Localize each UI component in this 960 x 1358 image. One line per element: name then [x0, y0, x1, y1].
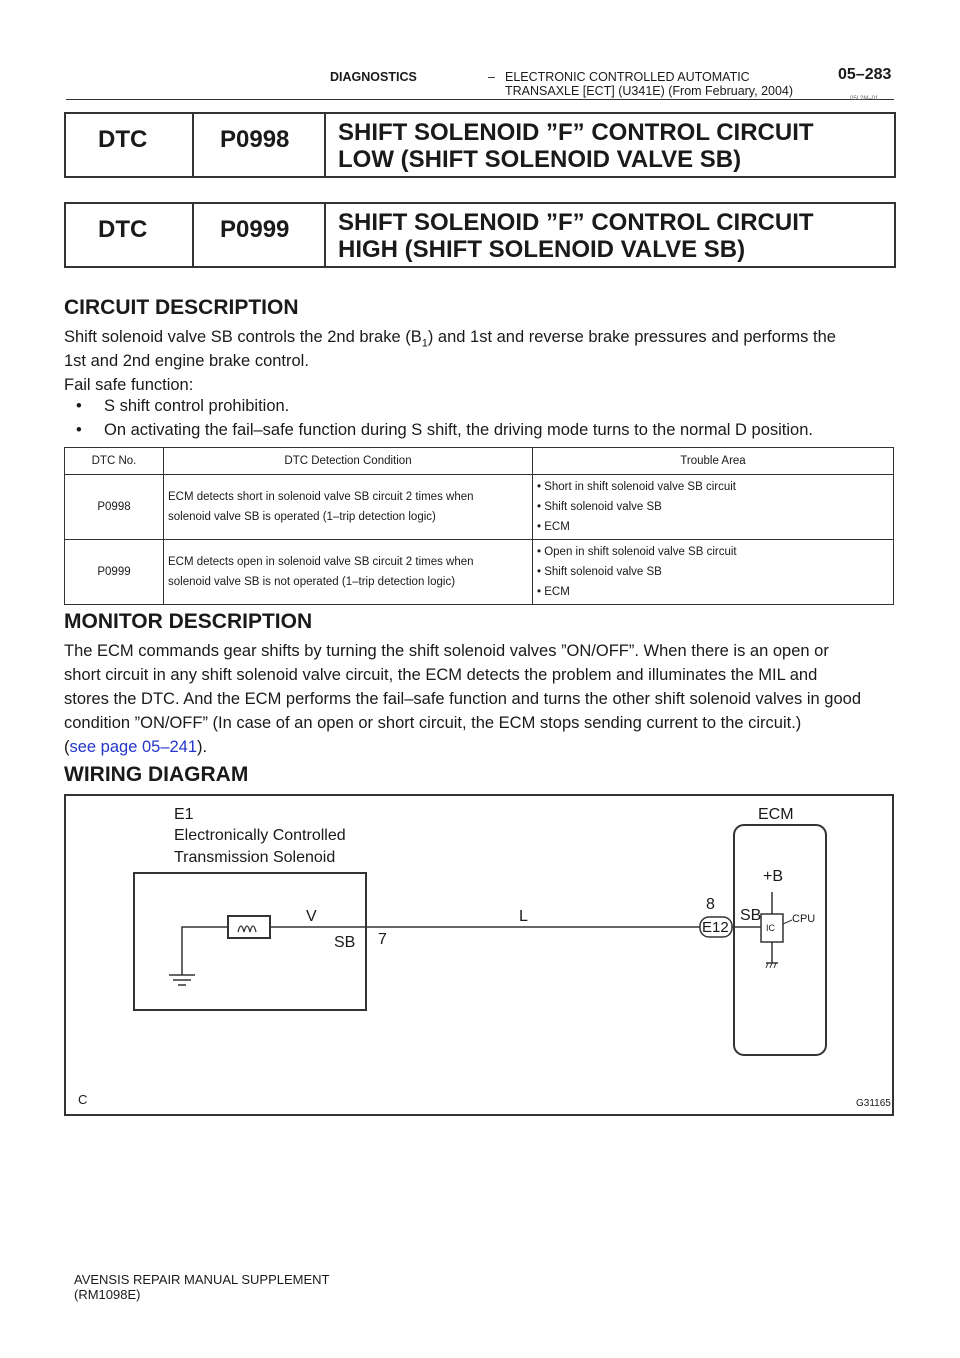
dtc-title-line1: SHIFT SOLENOID ”F” CONTROL CIRCUIT [338, 209, 814, 236]
footer-line2: (RM1098E) [74, 1287, 141, 1302]
ic-label: IC [766, 923, 775, 933]
bullet-item [76, 421, 813, 440]
pin-8: 8 [706, 896, 715, 913]
table-row [65, 475, 894, 540]
dtc-code: P0998 [194, 114, 326, 176]
wire-color-l: L [519, 908, 528, 925]
plus-b-label: +B [763, 868, 784, 885]
wiring-diagram-heading: WIRING DIAGRAM [64, 763, 249, 786]
bullet-text: On activating the fail–safe function during S shift, the driving mode turns to the normal D position. [104, 421, 813, 439]
text-fragment: ) and 1st and reverse brake pressures and performs the [427, 328, 836, 346]
e1-name-line2: Transmission Solenoid [174, 849, 336, 866]
terminal-sb-left: SB [334, 934, 356, 951]
monitor-line: stores the DTC. And the ECM performs the fail–safe function and turns the other shift solenoid valves in good [64, 690, 862, 708]
doc-ref: 05L2M–01 [850, 96, 879, 102]
page-number: 05–283 [838, 66, 892, 83]
solenoid-box [134, 873, 366, 1010]
trouble-area-cell [533, 475, 894, 540]
dtc-title-line1: SHIFT SOLENOID ”F” CONTROL CIRCUIT [338, 119, 814, 146]
column-header: DTC Detection Condition [164, 448, 533, 475]
see-page-link[interactable]: see page 05–241 [69, 738, 198, 756]
figure-id: G31165 [856, 1098, 891, 1109]
dtc-label: DTC [66, 204, 194, 266]
monitor-line: short circuit in any shift solenoid valve circuit, the ECM detects the problem and illuminates the MIL and [64, 666, 818, 684]
monitor-line: condition ”ON/OFF” (In case of an open or short circuit, the ECM stops sending current to the circuit.) [64, 714, 802, 732]
condition-line: solenoid valve SB is operated (1–trip detection logic) [168, 511, 436, 523]
dtc-table [64, 447, 894, 605]
ground-wire [182, 927, 228, 975]
condition-cell [164, 540, 533, 605]
bullet-dot: • [76, 397, 82, 415]
see-page-reference [64, 735, 207, 760]
cpu-label: CPU [792, 913, 816, 925]
area-line: • ECM [537, 521, 570, 533]
dtc-title-line2: HIGH (SHIFT SOLENOID VALVE SB) [338, 236, 746, 263]
bullet-text: S shift control prohibition. [104, 397, 290, 415]
monitor-line: The ECM commands gear shifts by turning the shift solenoid valves ”ON/OFF”. When there is an open or [64, 642, 829, 660]
connector-e12-label: E12 [702, 919, 729, 936]
subscript: 1 [421, 337, 428, 350]
dtc-box-p0998 [64, 112, 896, 178]
dtc-label: DTC [66, 114, 194, 176]
header-title-line1: ELECTRONIC CONTROLLED AUTOMATIC [505, 70, 750, 84]
solenoid-coil-icon [228, 916, 270, 938]
header-dash: – [488, 70, 495, 84]
dtc-title-line2: LOW (SHIFT SOLENOID VALVE SB) [338, 146, 742, 173]
area-line: • Short in shift solenoid valve SB circuit [537, 481, 736, 493]
column-header: Trouble Area [533, 448, 894, 475]
circuit-paragraph-line2: 1st and 2nd engine brake control. [64, 352, 309, 370]
area-line: • Shift solenoid valve SB [537, 501, 662, 513]
pin-7: 7 [378, 931, 387, 948]
table-header-row [65, 448, 894, 475]
wire-color-v: V [306, 908, 317, 925]
text-fragment: ( [64, 738, 70, 756]
dtc-no-cell: P0999 [65, 540, 164, 605]
condition-line: solenoid valve SB is not operated (1–trip detection logic) [168, 576, 456, 588]
terminal-sb-right: SB [740, 907, 762, 924]
e1-label: E1 [174, 806, 194, 823]
cpu-leader [783, 920, 792, 924]
text-fragment: Shift solenoid valve SB controls the 2nd brake (B [64, 328, 422, 346]
monitor-description-heading: MONITOR DESCRIPTION [64, 610, 313, 633]
ecm-label: ECM [758, 806, 794, 823]
bullet-item [76, 397, 290, 416]
bullet-dot: • [76, 421, 82, 439]
circuit-description-heading: CIRCUIT DESCRIPTION [64, 296, 299, 319]
dtc-box-p0999 [64, 202, 896, 268]
condition-line: ECM detects open in solenoid valve SB circuit 2 times when [168, 556, 474, 568]
dtc-no-cell: P0998 [65, 475, 164, 540]
area-line: • ECM [537, 586, 570, 598]
dtc-code: P0999 [194, 204, 326, 266]
wiring-diagram [64, 794, 894, 1116]
condition-line: ECM detects short in solenoid valve SB circuit 2 times when [168, 491, 474, 503]
text-fragment: ). [197, 738, 208, 756]
trouble-area-cell [533, 540, 894, 605]
area-line: • Open in shift solenoid valve SB circuit [537, 546, 737, 558]
header-title-line2: TRANSAXLE [ECT] (U341E) (From February, 2004) [505, 84, 794, 98]
dtc-title [326, 204, 894, 266]
header-rule [66, 99, 894, 100]
failsafe-label: Fail safe function: [64, 376, 194, 394]
corner-label: C [78, 1092, 88, 1107]
table-row [65, 540, 894, 605]
condition-cell [164, 475, 533, 540]
dtc-title [326, 114, 894, 176]
column-header: DTC No. [65, 448, 164, 475]
footer-line1: AVENSIS REPAIR MANUAL SUPPLEMENT [74, 1272, 330, 1287]
area-line: • Shift solenoid valve SB [537, 566, 662, 578]
e1-name-line1: Electronically Controlled [174, 827, 346, 844]
header-section: DIAGNOSTICS [330, 70, 417, 84]
